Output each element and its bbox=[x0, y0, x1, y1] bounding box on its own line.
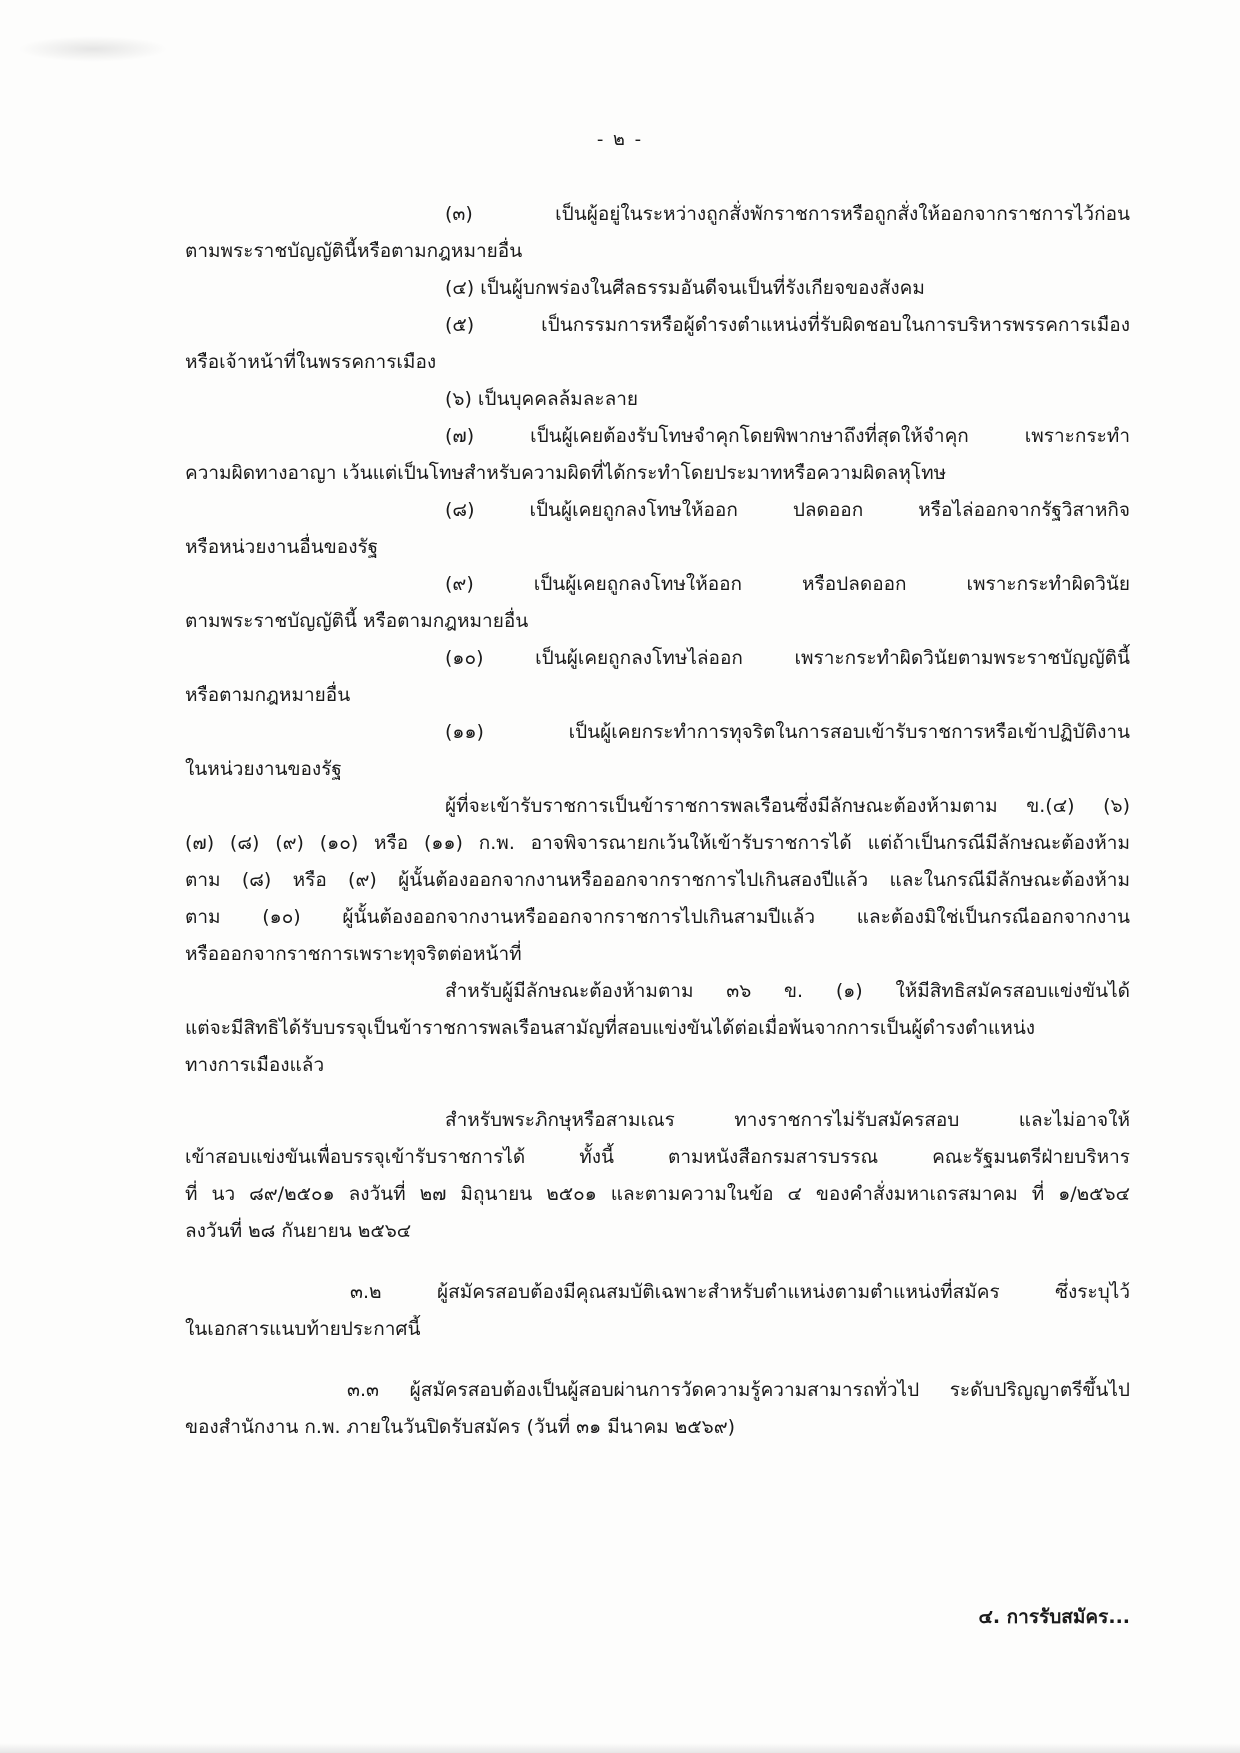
clause-7: (๗) เป็นผู้เคยต้องรับโทษจำคุกโดยพิพากษาถึงที่สุดให้จำคุก เพราะกระทำ bbox=[445, 425, 1130, 447]
clause-3: (๓) เป็นผู้อยู่ในระหว่างถูกสั่งพักราชการหรือถูกสั่งให้ออกจากราชการไว้ก่อน bbox=[445, 203, 1130, 225]
section-3-3: ๓.๓ ผู้สมัครสอบต้องเป็นผู้สอบผ่านการวัดความรู้ความสามารถทั่วไป ระดับปริญญาตรีขึ้นไป bbox=[347, 1379, 1130, 1401]
political-line-3: ทางการเมืองแล้ว bbox=[185, 1054, 325, 1076]
section-3-2-cont: ในเอกสารแนบท้ายประกาศนี้ bbox=[185, 1318, 421, 1340]
clause-9: (๙) เป็นผู้เคยถูกลงโทษให้ออก หรือปลดออก เพราะกระทำผิดวินัย bbox=[445, 573, 1130, 595]
scan-bottom-edge bbox=[0, 1743, 1240, 1753]
monk-paragraph: สำหรับพระภิกษุหรือสามเณร ทางราชการไม่รับสมัครสอบ และไม่อาจให้ bbox=[445, 1109, 1130, 1131]
clause-11: (๑๑) เป็นผู้เคยกระทำการทุจริตในการสอบเข้ารับราชการหรือเข้าปฏิบัติงาน bbox=[445, 721, 1130, 743]
page-number: - ๒ - bbox=[596, 129, 644, 150]
clause-10: (๑๐) เป็นผู้เคยถูกลงโทษไล่ออก เพราะกระทำผิดวินัยตามพระราชบัญญัตินี้ bbox=[445, 647, 1130, 669]
clause-10-cont: หรือตามกฎหมายอื่น bbox=[185, 684, 351, 706]
clause-6: (๖) เป็นบุคคลล้มละลาย bbox=[445, 388, 639, 410]
clause-5: (๕) เป็นกรรมการหรือผู้ดำรงตำแหน่งที่รับผิดชอบในการบริหารพรรคการเมือง bbox=[445, 314, 1130, 336]
exemption-line-3: ตาม (๘) หรือ (๙) ผู้นั้นต้องออกจากงานหรือออกจากราชการไปเกินสองปีแล้ว และในกรณีมีลักษณะต้องห้าม bbox=[185, 869, 1130, 891]
monk-line-3: ที่ นว ๘๙/๒๕๐๑ ลงวันที่ ๒๗ มิถุนายน ๒๕๐๑ และตามความในข้อ ๔ ของคำสั่งมหาเถรสมาคม ที่ ๑/๒๕๖๔ bbox=[185, 1183, 1130, 1205]
exemption-line-5: หรือออกจากราชการเพราะทุจริตต่อหน้าที่ bbox=[185, 943, 522, 965]
exemption-paragraph: ผู้ที่จะเข้ารับราชการเป็นข้าราชการพลเรือนซึ่งมีลักษณะต้องห้ามตาม ข.(๔) (๖) bbox=[445, 795, 1130, 817]
clause-5-cont: หรือเจ้าหน้าที่ในพรรคการเมือง bbox=[185, 351, 437, 373]
monk-line-2: เข้าสอบแข่งขันเพื่อบรรจุเข้ารับราชการได้ ทั้งนี้ ตามหนังสือกรมสารบรรณ คณะรัฐมนตรีฝ่ายบริหาร bbox=[185, 1146, 1130, 1168]
clause-9-cont: ตามพระราชบัญญัตินี้ หรือตามกฎหมายอื่น bbox=[185, 610, 529, 632]
scan-smudge bbox=[18, 36, 168, 62]
exemption-line-2: (๗) (๘) (๙) (๑๐) หรือ (๑๑) ก.พ. อาจพิจารณายกเว้นให้เข้ารับราชการได้ แต่ถ้าเป็นกรณีมีลักษณะต้องห้าม bbox=[185, 832, 1130, 854]
clause-11-cont: ในหน่วยงานของรัฐ bbox=[185, 758, 342, 780]
political-line-2: แต่จะมีสิทธิได้รับบรรจุเป็นข้าราชการพลเรือนสามัญที่สอบแข่งขันได้ต่อเมื่อพ้นจากการเป็นผู้ดำรงตำแหน่ง bbox=[185, 1017, 1036, 1039]
political-paragraph: สำหรับผู้มีลักษณะต้องห้ามตาม ๓๖ ข. (๑) ให้มีสิทธิสมัครสอบแข่งขันได้ bbox=[445, 980, 1130, 1002]
clause-8-cont: หรือหน่วยงานอื่นของรัฐ bbox=[185, 536, 379, 558]
section-3-2: ๓.๒ ผู้สมัครสอบต้องมีคุณสมบัติเฉพาะสำหรับตำแหน่งตามตำแหน่งที่สมัคร ซึ่งระบุไว้ bbox=[350, 1281, 1130, 1303]
monk-line-4: ลงวันที่ ๒๘ กันยายน ๒๕๖๔ bbox=[185, 1220, 412, 1242]
clause-7-cont: ความผิดทางอาญา เว้นแต่เป็นโทษสำหรับความผิดที่ได้กระทำโดยประมาทหรือความผิดลหุโทษ bbox=[185, 462, 947, 484]
document-body bbox=[185, 196, 1130, 1446]
clause-8: (๘) เป็นผู้เคยถูกลงโทษให้ออก ปลดออก หรือไล่ออกจากรัฐวิสาหกิจ bbox=[445, 499, 1130, 521]
section-3-3-cont: ของสำนักงาน ก.พ. ภายในวันปิดรับสมัคร (วันที่ ๓๑ มีนาคม ๒๕๖๙) bbox=[185, 1416, 736, 1438]
next-page-heading: ๔. การรับสมัคร... bbox=[978, 1606, 1130, 1628]
exemption-line-4: ตาม (๑๐) ผู้นั้นต้องออกจากงานหรือออกจากราชการไปเกินสามปีแล้ว และต้องมิใช่เป็นกรณีออกจากงาน bbox=[185, 906, 1130, 928]
clause-4: (๔) เป็นผู้บกพร่องในศีลธรรมอันดีจนเป็นที่รังเกียจของสังคม bbox=[445, 277, 925, 299]
clause-3-cont: ตามพระราชบัญญัตินี้หรือตามกฎหมายอื่น bbox=[185, 240, 523, 262]
